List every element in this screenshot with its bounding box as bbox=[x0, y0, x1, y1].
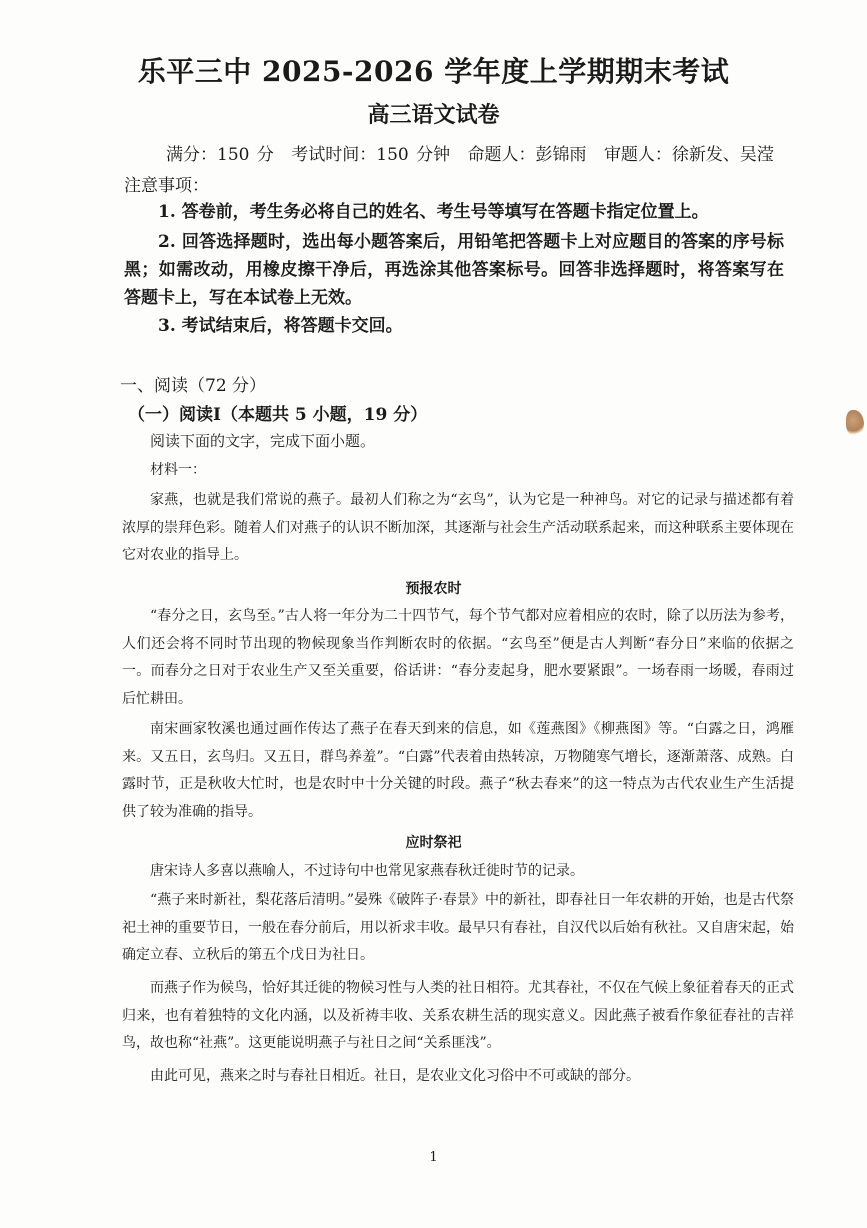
exam-meta bbox=[166, 140, 784, 165]
instruction-text: 阅读下面的文字，完成下面小题。 bbox=[150, 432, 376, 450]
article-paragraph: 唐宋诗人多喜以燕喻人，不过诗句中也常见家燕春秋迁徙时节的记录。 bbox=[150, 863, 584, 879]
article-paragraph: “燕子来时新社，梨花落后清明。”晏殊《破阵子·春景》中的新社，即春社日一年农耕的开始，也是古代祭祀土神的重要节日，一般在春分前后，用以祈求丰收。最早只有春社，自汉代以后始有秋社。又自唐宋起，始确定立春、立秋后的第五个戊日为社日。 bbox=[122, 892, 794, 963]
paper-stain bbox=[846, 410, 864, 436]
article-paragraph: 而燕子作为候鸟，恰好其迁徙的物候习性与人类的社日相符。尤其春社，不仅在气候上象征着春天的正式归来，也有着独特的文化内涵，以及祈祷丰收、关系农耕生活的现实意义。因此燕子被看作象征春社的吉祥鸟，故也称“社燕”。这更能说明燕子与社日之间“关系匪浅”。 bbox=[122, 980, 794, 1051]
article-paragraph: 家燕，也就是我们常说的燕子。最初人们称之为“玄鸟”，认为它是一种神鸟。对它的记录与描述都有着浓厚的崇拜色彩。随着人们对燕子的认识不断加深，其逐渐与社会生产活动联系起来，而这种联系主要体现在它对农业的指导上。 bbox=[122, 492, 794, 563]
article-paragraph: 由此可见，燕来之时与春社日相近。社日，是农业文化习俗中不可或缺的部分。 bbox=[150, 1068, 640, 1084]
article-subheading: 应时祭祀 bbox=[405, 835, 462, 851]
article-paragraph: “春分之日，玄鸟至。”古人将一年分为二十四节气，每个节气都对应着相应的农时，除了以历法为参考，人们还会将不同时节出现的物候现象当作判断农时的依据。“玄鸟至”便是古人判断“春分日”来临的依据之一。而春分之日对于农业生产又至关重要，俗话讲：“春分麦起身，肥水要紧跟”。一场春雨一场暖，春雨过后忙耕田。 bbox=[122, 608, 794, 707]
page-number: 1 bbox=[429, 1150, 438, 1165]
full-score: 满分：150 分 bbox=[166, 145, 274, 165]
notice-item-3: 3. 考试结束后，将答题卡交回。 bbox=[158, 316, 403, 336]
exam-subtitle: 高三语文试卷 bbox=[367, 102, 500, 128]
material-label: 材料一： bbox=[150, 462, 206, 478]
notice-heading: 注意事项： bbox=[124, 176, 209, 196]
question-reviewer: 审题人：徐新发、吴滢 bbox=[603, 145, 774, 165]
section-heading: 一、阅读（72 分） bbox=[120, 376, 267, 396]
notice-item-1: 1. 答卷前，考生务必将自己的姓名、考生号等填写在答题卡指定位置上。 bbox=[158, 202, 709, 222]
article-subheading: 预报农时 bbox=[405, 581, 462, 597]
exam-title: 乐平三中 2025-2026 学年度上学期期末考试 bbox=[137, 55, 730, 88]
question-author: 命题人：彭锦雨 bbox=[467, 145, 587, 165]
subsection-heading: （一）阅读Ⅰ（本题共 5 小题，19 分） bbox=[128, 405, 428, 425]
exam-time: 考试时间：150 分钟 bbox=[291, 145, 451, 165]
article-paragraph: 南宋画家牧溪也通过画作传达了燕子在春天到来的信息，如《莲燕图》《柳燕图》等。“白露之日，鸿雁来。又五日，玄鸟归。又五日，群鸟养羞”。“白露”代表着由热转凉，万物随寒气增长，逐渐萧落、成熟。白露时节，正是秋收大忙时，也是农时中十分关键的时段。燕子“秋去春来”的这一特点为古代农业生产生活提供了较为准确的指导。 bbox=[122, 721, 794, 820]
notice-item-2: 2. 回答选择题时，选出每小题答案后，用铅笔把答题卡上对应题目的答案的序号标黑；如需改动，用橡皮擦干净后，再选涂其他答案标号。回答非选择题时，将答案写在答题卡上，写在本试卷上无效。 bbox=[124, 232, 784, 308]
